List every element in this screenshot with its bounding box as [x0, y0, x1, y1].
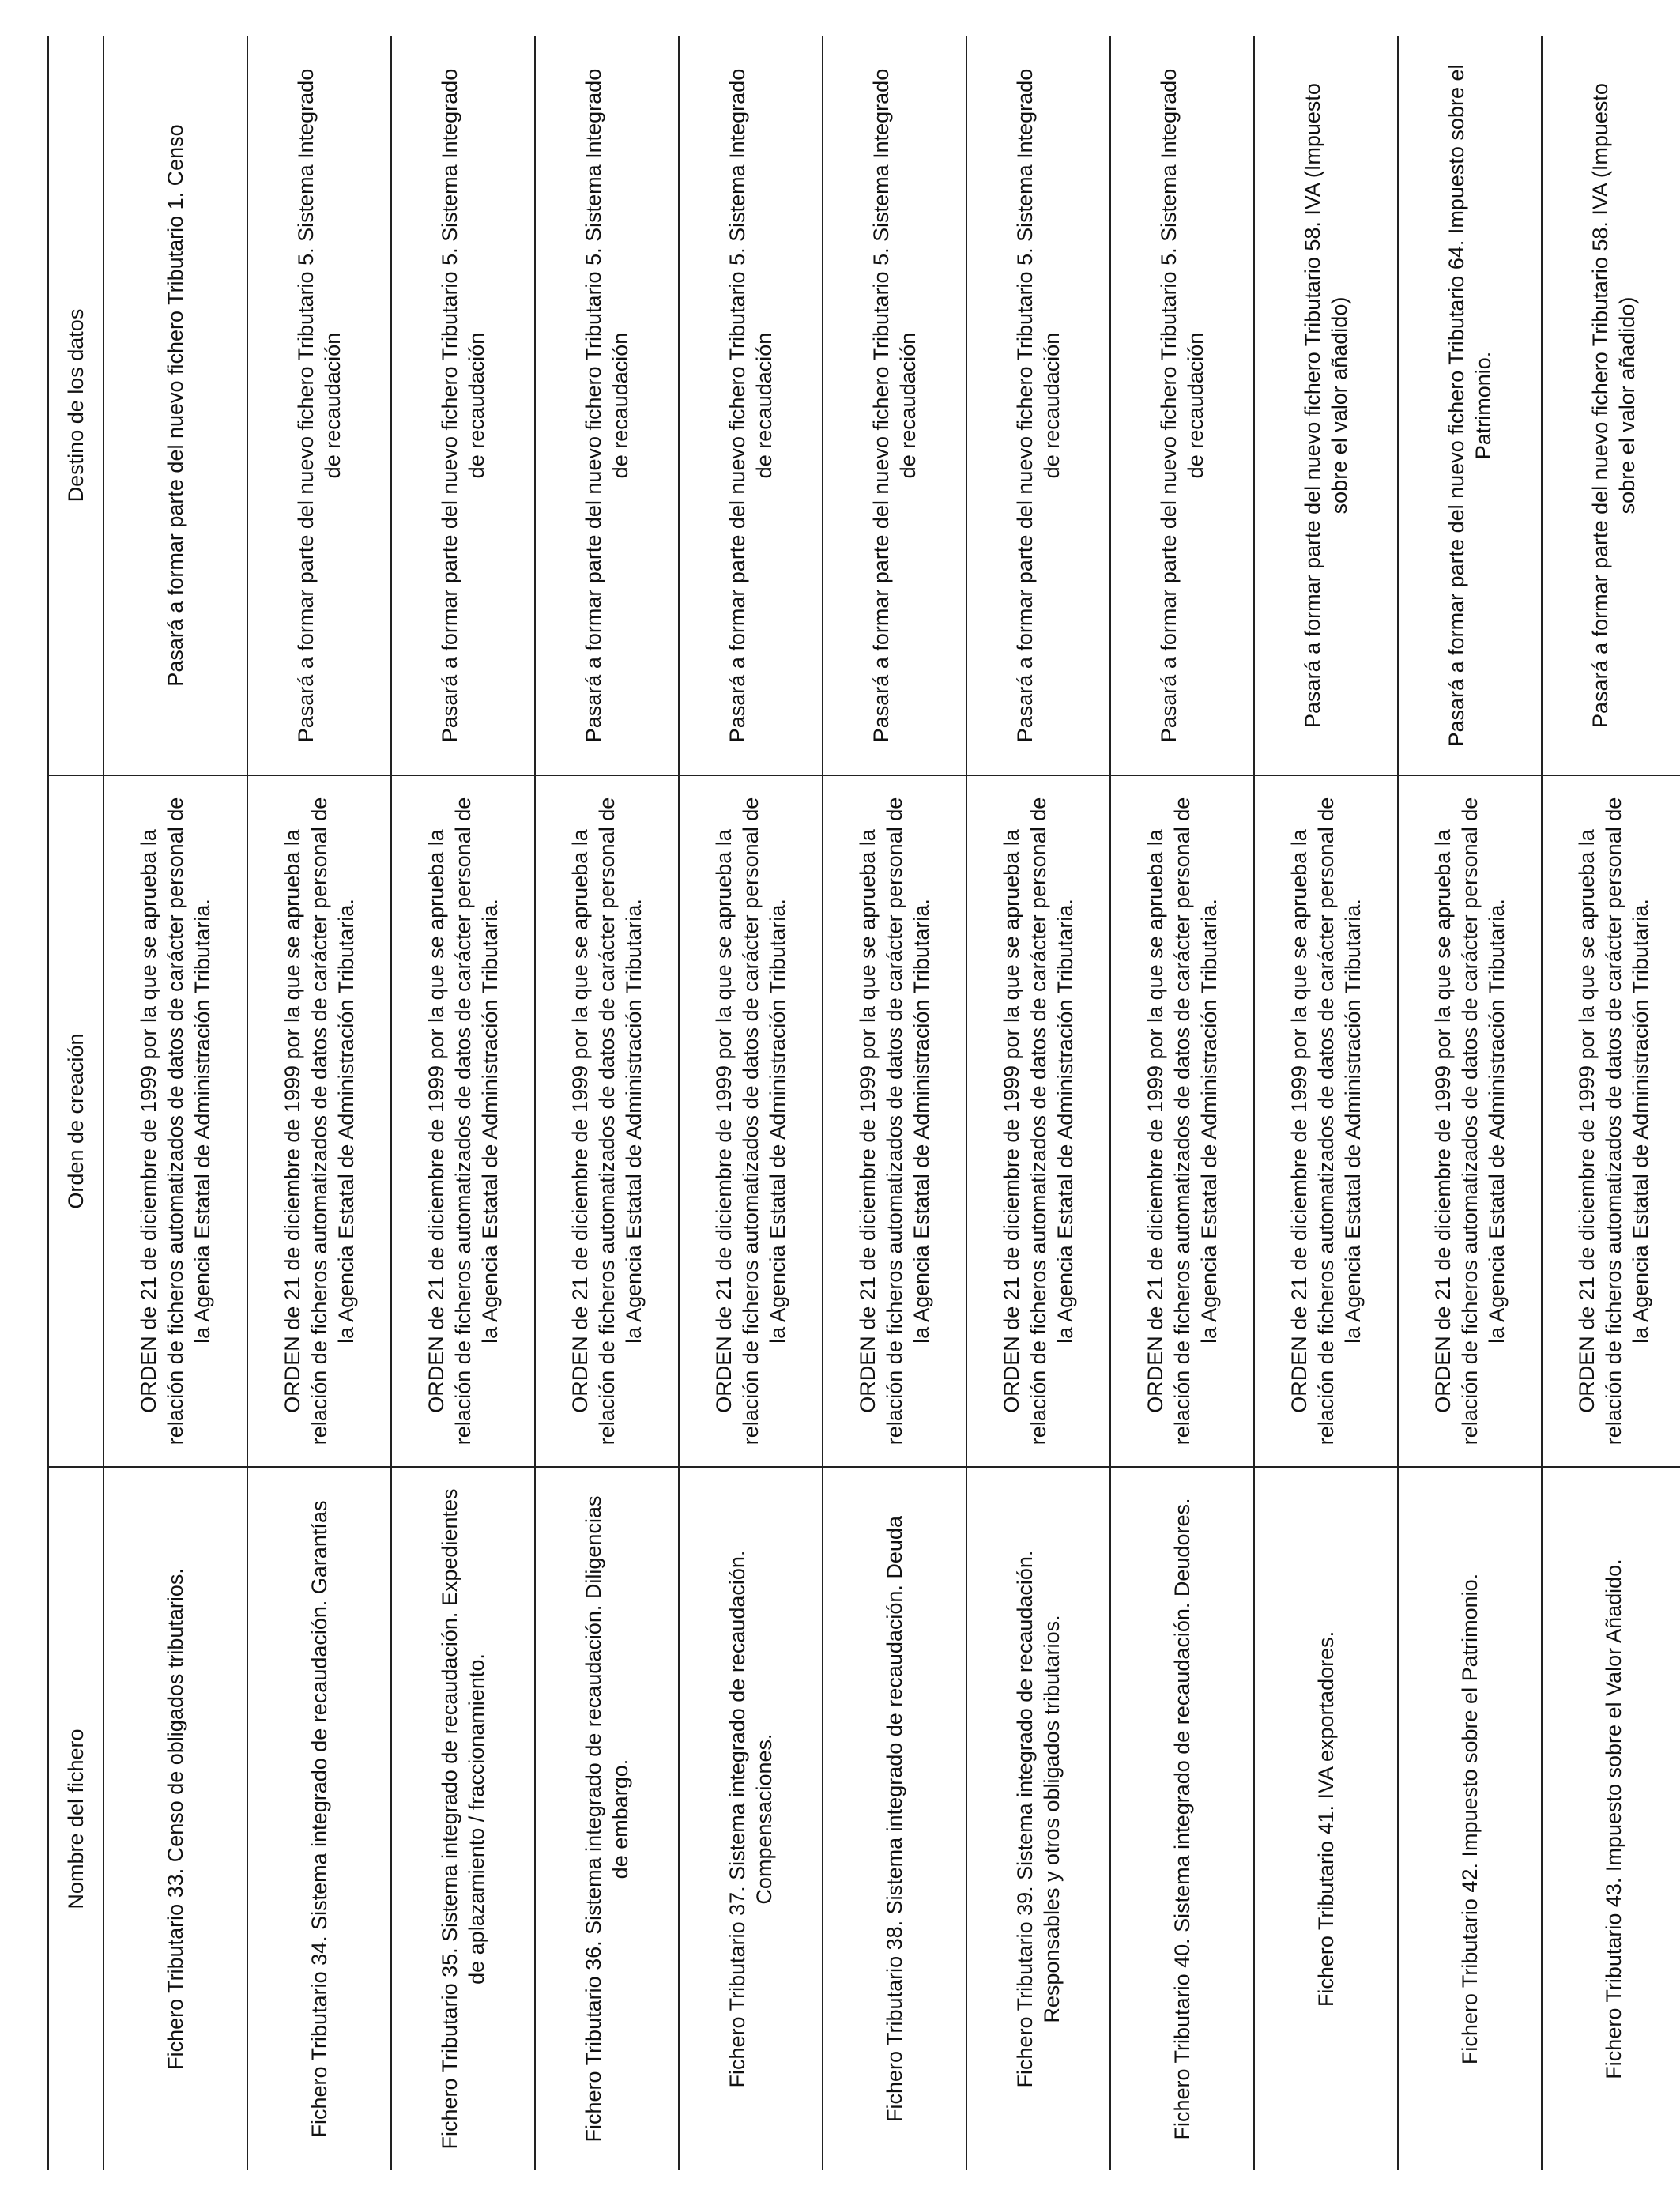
cell-nombre: Fichero Tributario 42. Impuesto sobre el Patrimonio. — [1398, 1467, 1542, 2170]
cell-nombre: Fichero Tributario 35. Sistema integrado de recaudación. Expedientes de aplazamiento / fraccionamiento. — [391, 1467, 535, 2170]
table-row — [104, 36, 247, 2170]
cell-nombre: Fichero Tributario 33. Censo de obligados tributarios. — [104, 1467, 247, 2170]
cell-orden: ORDEN de 21 de diciembre de 1999 por la que se aprueba la relación de ficheros automatizados de datos de carácter personal de la Agencia Estatal de Administración Tributaria. — [535, 775, 679, 1467]
header-destino: Destino de los datos — [48, 36, 104, 775]
table-header — [48, 36, 104, 2170]
cell-orden: ORDEN de 21 de diciembre de 1999 por la que se aprueba la relación de ficheros automatizados de datos de carácter personal de la Agencia Estatal de Administración Tributaria. — [1110, 775, 1254, 1467]
cell-nombre: Fichero Tributario 41. IVA exportadores. — [1254, 1467, 1398, 2170]
cell-nombre: Fichero Tributario 39. Sistema integrado de recaudación. Responsables y otros obligados tributarios. — [966, 1467, 1110, 2170]
cell-destino: Pasará a formar parte del nuevo fichero Tributario 5. Sistema Integrado de recaudación — [1110, 36, 1254, 775]
cell-orden: ORDEN de 21 de diciembre de 1999 por la que se aprueba la relación de ficheros automatizados de datos de carácter personal de la Agencia Estatal de Administración Tributaria. — [247, 775, 391, 1467]
table-row — [247, 36, 391, 2170]
table-row — [966, 36, 1110, 2170]
cell-nombre: Fichero Tributario 37. Sistema integrado de recaudación. Compensaciones. — [679, 1467, 823, 2170]
cell-nombre: Fichero Tributario 38. Sistema integrado de recaudación. Deuda — [823, 1467, 966, 2170]
cell-orden: ORDEN de 21 de diciembre de 1999 por la que se aprueba la relación de ficheros automatizados de datos de carácter personal de la Agencia Estatal de Administración Tributaria. — [1542, 775, 1680, 1467]
cell-destino: Pasará a formar parte del nuevo fichero Tributario 5. Sistema Integrado de recaudación — [391, 36, 535, 775]
cell-destino: Pasará a formar parte del nuevo fichero Tributario 5. Sistema Integrado de recaudación — [823, 36, 966, 775]
cell-nombre: Fichero Tributario 43. Impuesto sobre el Valor Añadido. — [1542, 1467, 1680, 2170]
header-nombre: Nombre del fichero — [48, 1467, 104, 2170]
cell-orden: ORDEN de 21 de diciembre de 1999 por la que se aprueba la relación de ficheros automatizados de datos de carácter personal de la Agencia Estatal de Administración Tributaria. — [104, 775, 247, 1467]
cell-orden: ORDEN de 21 de diciembre de 1999 por la que se aprueba la relación de ficheros automatizados de datos de carácter personal de la Agencia Estatal de Administración Tributaria. — [966, 775, 1110, 1467]
cell-destino: Pasará a formar parte del nuevo fichero Tributario 58. IVA (Impuesto sobre el valor añadido) — [1254, 36, 1398, 775]
cell-nombre: Fichero Tributario 34. Sistema integrado de recaudación. Garantías — [247, 1467, 391, 2170]
table-row — [679, 36, 823, 2170]
cell-nombre: Fichero Tributario 40. Sistema integrado de recaudación. Deudores. — [1110, 1467, 1254, 2170]
cell-orden: ORDEN de 21 de diciembre de 1999 por la que se aprueba la relación de ficheros automatizados de datos de carácter personal de la Agencia Estatal de Administración Tributaria. — [1254, 775, 1398, 1467]
cell-destino: Pasará a formar parte del nuevo fichero Tributario 1. Censo — [104, 36, 247, 775]
table-row — [1542, 36, 1680, 2170]
cell-orden: ORDEN de 21 de diciembre de 1999 por la que se aprueba la relación de ficheros automatizados de datos de carácter personal de la Agencia Estatal de Administración Tributaria. — [679, 775, 823, 1467]
cell-destino: Pasará a formar parte del nuevo fichero Tributario 58. IVA (Impuesto sobre el valor añadido) — [1542, 36, 1680, 775]
cell-orden: ORDEN de 21 de diciembre de 1999 por la que se aprueba la relación de ficheros automatizados de datos de carácter personal de la Agencia Estatal de Administración Tributaria. — [1398, 775, 1542, 1467]
cell-destino: Pasará a formar parte del nuevo fichero Tributario 5. Sistema Integrado de recaudación — [535, 36, 679, 775]
table-row — [535, 36, 679, 2170]
table-row — [1398, 36, 1542, 2170]
cell-destino: Pasará a formar parte del nuevo fichero Tributario 5. Sistema Integrado de recaudación — [247, 36, 391, 775]
table-row — [391, 36, 535, 2170]
cell-destino: Pasará a formar parte del nuevo fichero Tributario 64. Impuesto sobre el Patrimonio. — [1398, 36, 1542, 775]
ficheros-table — [47, 36, 1680, 2170]
table-row — [1254, 36, 1398, 2170]
cell-destino: Pasará a formar parte del nuevo fichero Tributario 5. Sistema Integrado de recaudación — [966, 36, 1110, 775]
cell-nombre: Fichero Tributario 36. Sistema integrado de recaudación. Diligencias de embargo. — [535, 1467, 679, 2170]
cell-orden: ORDEN de 21 de diciembre de 1999 por la que se aprueba la relación de ficheros automatizados de datos de carácter personal de la Agencia Estatal de Administración Tributaria. — [823, 775, 966, 1467]
table-row — [823, 36, 966, 2170]
header-row — [48, 36, 104, 2170]
table-row — [1110, 36, 1254, 2170]
table-body — [104, 36, 1680, 2170]
cell-destino: Pasará a formar parte del nuevo fichero Tributario 5. Sistema Integrado de recaudación — [679, 36, 823, 775]
header-orden: Orden de creación — [48, 775, 104, 1467]
cell-orden: ORDEN de 21 de diciembre de 1999 por la que se aprueba la relación de ficheros automatizados de datos de carácter personal de la Agencia Estatal de Administración Tributaria. — [391, 775, 535, 1467]
